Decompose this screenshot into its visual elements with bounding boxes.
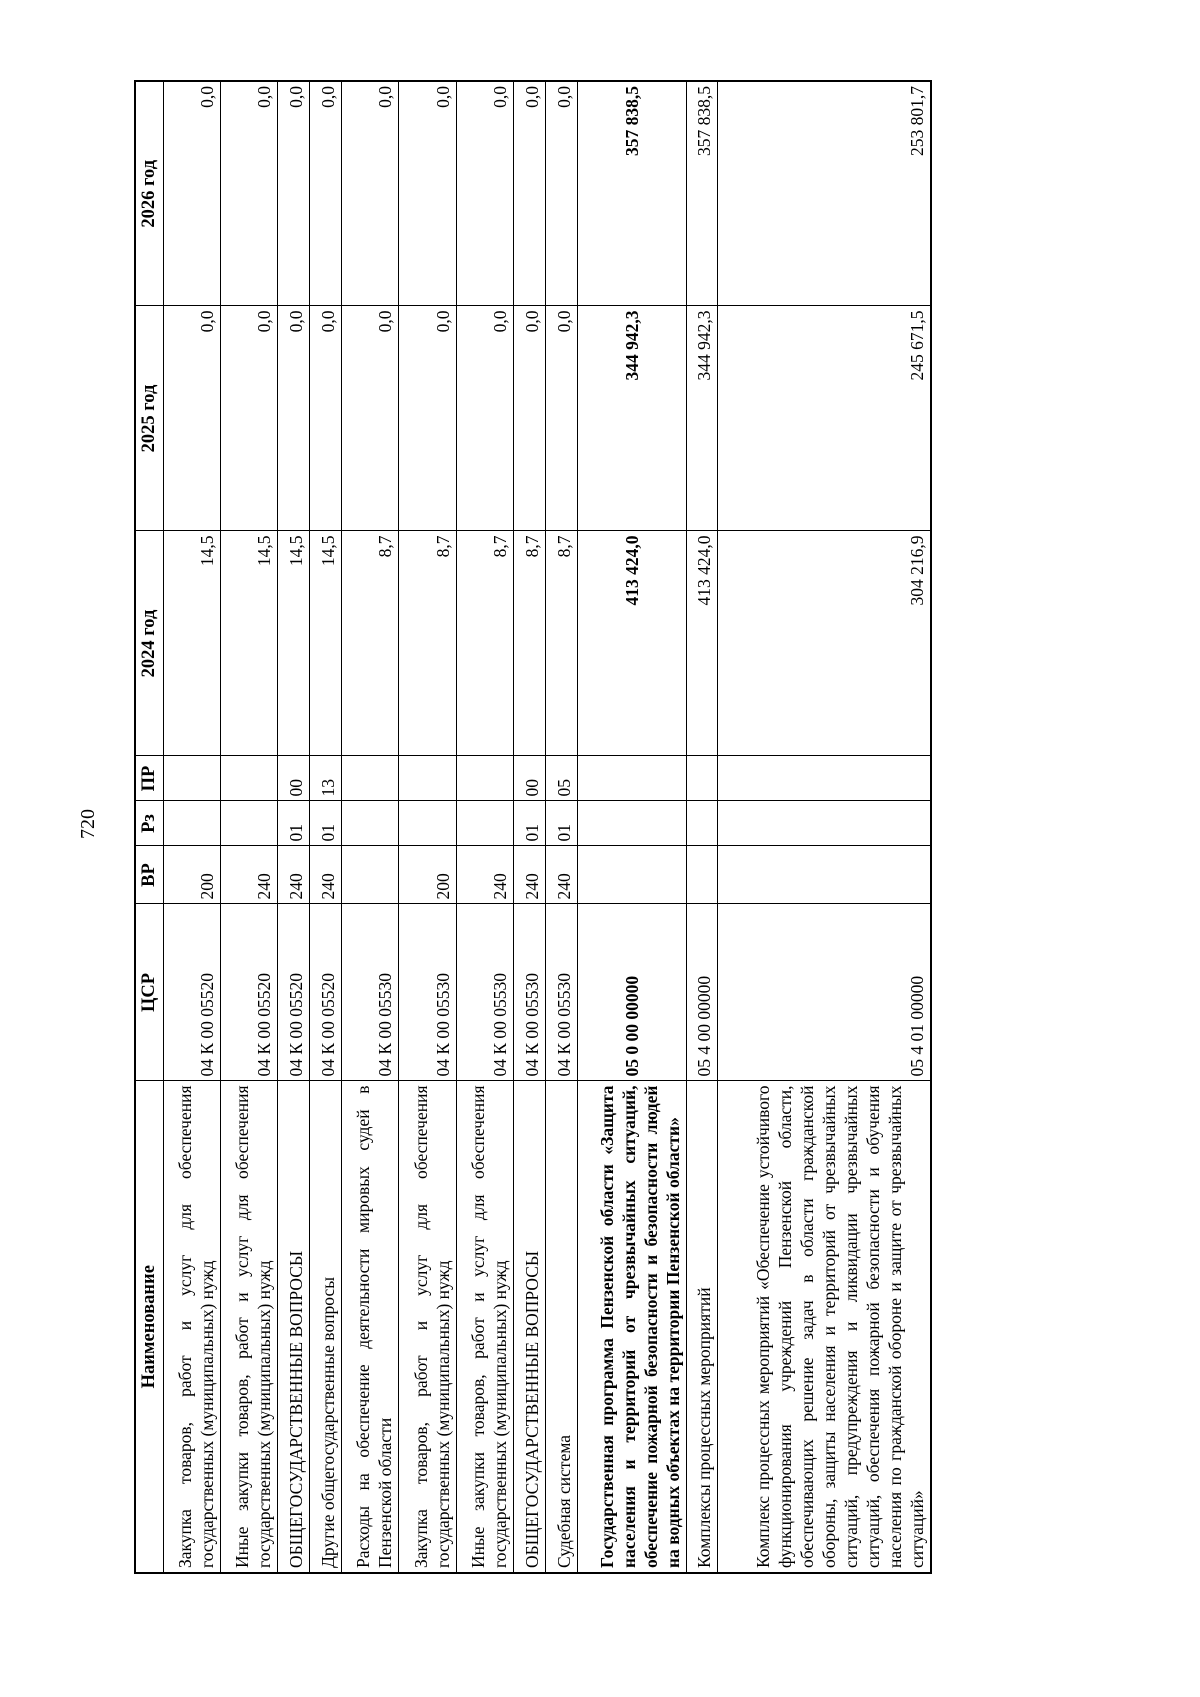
row-2024: 14,5 (163, 531, 220, 756)
row-rz (341, 801, 398, 846)
row-vr: 240 (456, 846, 513, 904)
row-2026: 0,0 (220, 81, 277, 306)
row-2025: 0,0 (399, 306, 456, 531)
row-vr: 240 (545, 846, 577, 904)
row-csr: 04 К 00 05520 (310, 904, 342, 1081)
row-name: ОБЩЕГОСУДАРСТВЕННЫЕ ВОПРОСЫ (278, 1081, 310, 1573)
row-rz (718, 801, 931, 846)
row-rz: 01 (310, 801, 342, 846)
row-name: Иные закупки товаров, работ и услуг для обеспечения государственных (муниципальных) нужд (456, 1081, 513, 1573)
row-2024: 14,5 (310, 531, 342, 756)
row-csr: 04 К 00 05530 (545, 904, 577, 1081)
row-rz (686, 801, 718, 846)
row-rz (456, 801, 513, 846)
row-name: Иные закупки товаров, работ и услуг для обеспечения государственных (муниципальных) нужд (220, 1081, 277, 1573)
header-vr: ВР (135, 846, 163, 904)
row-pr: 05 (545, 756, 577, 801)
row-pr (220, 756, 277, 801)
header-2026: 2026 год (135, 81, 163, 306)
table-row (545, 81, 577, 1573)
row-pr (456, 756, 513, 801)
row-name: Закупка товаров, работ и услуг для обеспечения государственных (муниципальных) нужд (163, 1081, 220, 1573)
header-row (135, 81, 163, 1573)
rotated-table-container (134, 82, 932, 1574)
row-2024: 8,7 (341, 531, 398, 756)
row-2026: 0,0 (310, 81, 342, 306)
row-rz: 01 (278, 801, 310, 846)
row-rz (577, 801, 686, 846)
header-2024: 2024 год (135, 531, 163, 756)
row-vr (577, 846, 686, 904)
row-vr: 240 (220, 846, 277, 904)
row-2025: 0,0 (310, 306, 342, 531)
table-row (310, 81, 342, 1573)
row-2025: 344 942,3 (577, 306, 686, 531)
table-row (686, 81, 718, 1573)
row-csr: 05 4 01 00000 (718, 904, 931, 1081)
row-rz: 01 (514, 801, 546, 846)
row-2024: 8,7 (514, 531, 546, 756)
table-row (220, 81, 277, 1573)
row-rz: 01 (545, 801, 577, 846)
row-2026: 0,0 (163, 81, 220, 306)
table-row-program (577, 81, 686, 1573)
row-2024: 8,7 (399, 531, 456, 756)
row-2026: 357 838,5 (686, 81, 718, 306)
row-2025: 0,0 (163, 306, 220, 531)
row-2026: 0,0 (514, 81, 546, 306)
row-pr (686, 756, 718, 801)
row-2025: 0,0 (456, 306, 513, 531)
row-csr: 05 0 00 00000 (577, 904, 686, 1081)
row-csr: 05 4 00 00000 (686, 904, 718, 1081)
table-row (278, 81, 310, 1573)
row-2024: 8,7 (545, 531, 577, 756)
row-rz (399, 801, 456, 846)
header-pr: ПР (135, 756, 163, 801)
table-row (456, 81, 513, 1573)
row-2025: 0,0 (545, 306, 577, 531)
row-vr (341, 846, 398, 904)
row-name: Закупка товаров, работ и услуг для обеспечения государственных (муниципальных) нужд (399, 1081, 456, 1573)
row-pr (718, 756, 931, 801)
table-row (341, 81, 398, 1573)
row-name: ОБЩЕГОСУДАРСТВЕННЫЕ ВОПРОСЫ (514, 1081, 546, 1573)
row-2025: 0,0 (514, 306, 546, 531)
row-csr: 04 К 00 05530 (341, 904, 398, 1081)
row-2025: 245 671,5 (718, 306, 931, 531)
table-body (163, 81, 931, 1573)
row-vr: 240 (514, 846, 546, 904)
row-csr: 04 К 00 05520 (220, 904, 277, 1081)
row-name: Расходы на обеспечение деятельности мировых судей в Пензенской области (341, 1081, 398, 1573)
header-rz: Рз (135, 801, 163, 846)
table-row (399, 81, 456, 1573)
table-row (514, 81, 546, 1573)
row-vr: 200 (399, 846, 456, 904)
row-2026: 0,0 (341, 81, 398, 306)
header-csr: ЦСР (135, 904, 163, 1081)
header-name: Наименование (135, 1081, 163, 1573)
row-name: Государственная программа Пензенской области «Защита населения и территорий от чрезвычайных ситуаций, обеспечение пожарной безопасности и безопасности людей на водных объектах на территории Пензенской области» (577, 1081, 686, 1573)
row-rz (163, 801, 220, 846)
row-pr (341, 756, 398, 801)
row-pr (577, 756, 686, 801)
row-pr (163, 756, 220, 801)
row-2025: 344 942,3 (686, 306, 718, 531)
row-csr: 04 К 00 05530 (456, 904, 513, 1081)
row-2024: 304 216,9 (718, 531, 931, 756)
row-2025: 0,0 (341, 306, 398, 531)
row-csr: 04 К 00 05530 (514, 904, 546, 1081)
row-2024: 413 424,0 (686, 531, 718, 756)
row-pr: 00 (514, 756, 546, 801)
budget-table (134, 80, 932, 1574)
row-2025: 0,0 (278, 306, 310, 531)
row-csr: 04 К 00 05530 (399, 904, 456, 1081)
row-vr: 200 (163, 846, 220, 904)
row-vr (686, 846, 718, 904)
row-2026: 357 838,5 (577, 81, 686, 306)
row-2025: 0,0 (220, 306, 277, 531)
row-name: Комплексы процессных мероприятий (686, 1081, 718, 1573)
row-name: Судебная система (545, 1081, 577, 1573)
row-2026: 253 801,7 (718, 81, 931, 306)
row-2024: 14,5 (220, 531, 277, 756)
row-2026: 0,0 (545, 81, 577, 306)
row-pr (399, 756, 456, 801)
row-rz (220, 801, 277, 846)
row-csr: 04 К 00 05520 (278, 904, 310, 1081)
row-2024: 413 424,0 (577, 531, 686, 756)
row-2026: 0,0 (399, 81, 456, 306)
row-pr: 13 (310, 756, 342, 801)
table-row (163, 81, 220, 1573)
row-2024: 8,7 (456, 531, 513, 756)
row-name: Комплекс процессных мероприятий «Обеспечение устойчивого функционирования учреждений Пензенской области, обеспечивающих решение задач в области гражданской обороны, защиты населения и территорий от чрезвычайных ситуаций, предупреждения и ликвидации чрезвычайных ситуаций, обеспечения пожарной безопасности и обучения населения по гражданской обороне и защите от чрезвычайных ситуаций» (718, 1081, 931, 1573)
row-2026: 0,0 (456, 81, 513, 306)
row-vr: 240 (278, 846, 310, 904)
table-row (718, 81, 931, 1573)
page-number: 720 (77, 809, 99, 839)
row-vr: 240 (310, 846, 342, 904)
header-2025: 2025 год (135, 306, 163, 531)
row-vr (718, 846, 931, 904)
row-csr: 04 К 00 05520 (163, 904, 220, 1081)
row-2024: 14,5 (278, 531, 310, 756)
row-2026: 0,0 (278, 81, 310, 306)
row-pr: 00 (278, 756, 310, 801)
row-name: Другие общегосударственные вопросы (310, 1081, 342, 1573)
